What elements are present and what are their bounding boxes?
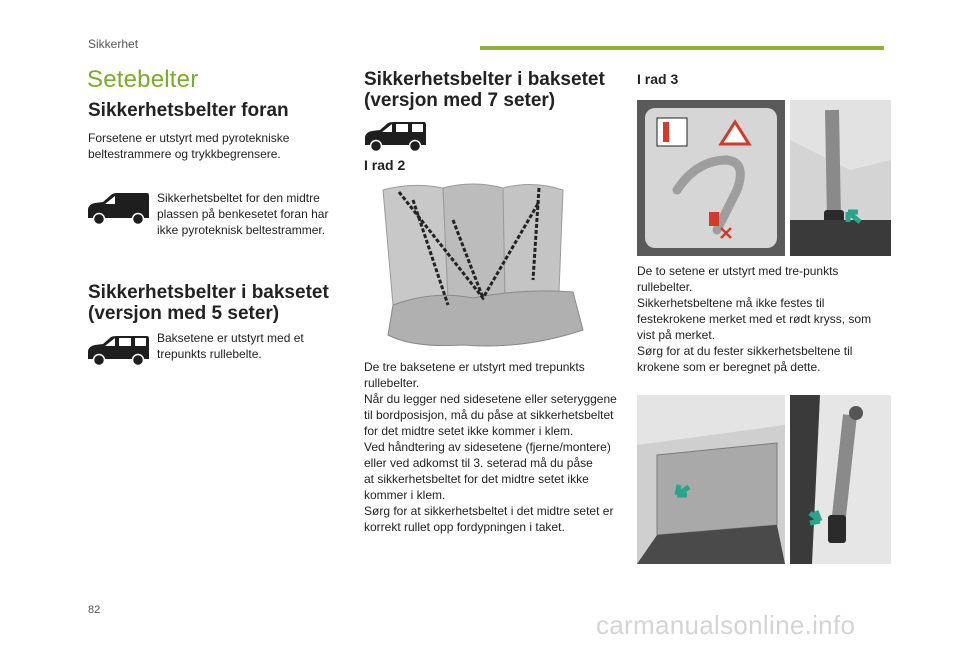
rad2-heading: I rad 2: [364, 157, 406, 173]
rad2-text: De tre baksetene er utstyrt med trepunkts rullebelter. Når du legger ned sidesetene eller seteryggene til bordposisjon, må du påse at sikkerhetsbeltet for det midtre setet ikke kommer i klem. Ved håndtering av sidesetene (fjerne/montere) eller ved adkomst til 3. seterad må du påse at sikkerhetsbeltet for det midtre setet ikke kommer i klem. Sørg for at sikkerhetsbeltet i det midtre setet er korrekt rullet opp fordypningen i taket.: [364, 360, 617, 534]
back5-van-note: Baksetene er utstyrt med et trepunkts rullebelte.: [157, 331, 304, 361]
belt-warning-label-photo: [637, 100, 785, 256]
rad3-heading: I rad 3: [637, 71, 679, 87]
row2-seats-illustration: [373, 180, 591, 352]
belt-buckle-photo: [790, 100, 891, 256]
section-label: Sikkerhet: [88, 37, 139, 51]
back7-heading: Sikkerhetsbelter i baksetet (versjon med 7 seter): [364, 69, 605, 111]
van-side-icon: [85, 192, 151, 226]
front-van-note: Sikkerhetsbeltet for den midtre plassen på benkesetet foran har ikke pyroteknisk beltestrammer.: [157, 191, 329, 237]
passenger-van-icon: [362, 121, 428, 153]
header-rule: [480, 46, 884, 50]
page-number: 82: [88, 604, 101, 616]
front-text: Forsetene er utstyrt med pyrotekniske beltestrammere og trykkbegrensere.: [88, 131, 290, 161]
page-title: Setebelter: [87, 66, 199, 93]
belt-anchor-photo: [790, 395, 891, 564]
passenger-van-icon: [85, 335, 151, 367]
back5-heading: Sikkerhetsbelter i baksetet (versjon med 5 seter): [88, 282, 329, 324]
cargo-area-photo: [637, 395, 785, 564]
front-heading: Sikkerhetsbelter foran: [88, 100, 289, 121]
rad3-text: De to setene er utstyrt med tre-punkts rullebelter. Sikkerhetsbeltene må ikke festes til festekrokene merket med et rødt kryss, som vist på merket. Sørg for at du fester sikkerhetsbeltene til krokene som er beregnet på dette.: [637, 264, 872, 374]
watermark: carmanualsonline.info: [596, 610, 856, 640]
